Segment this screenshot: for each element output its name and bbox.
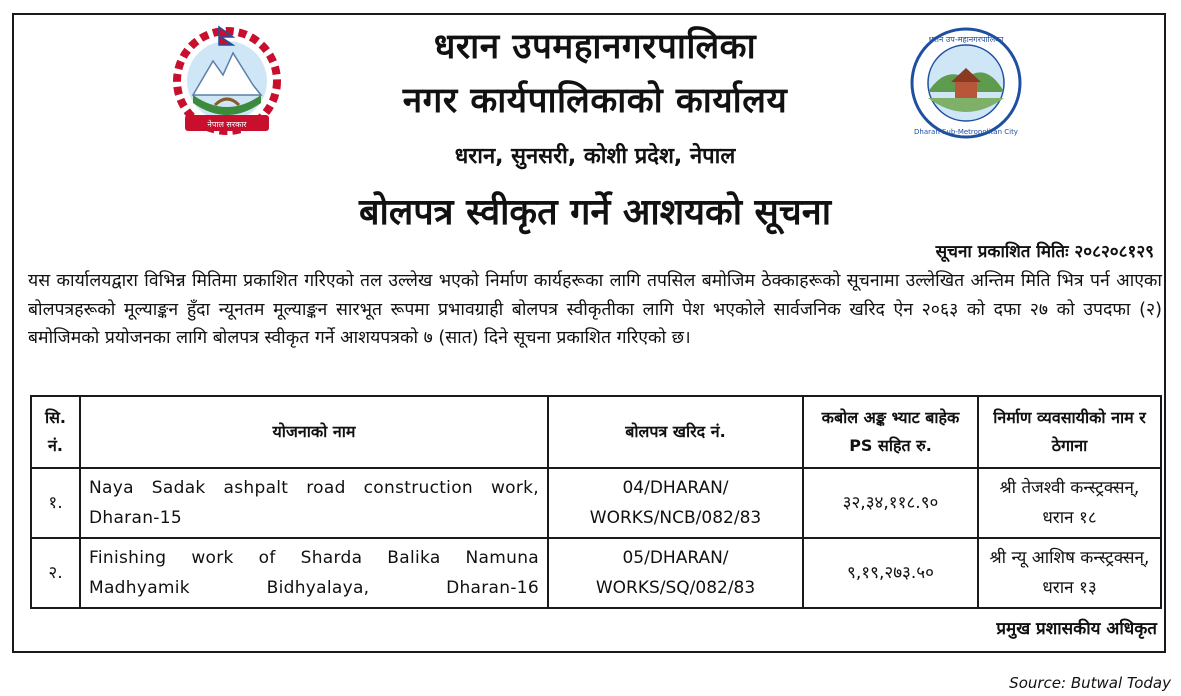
row-project-name: Naya Sadak ashpalt road construction work, Dharan-15 (80, 468, 548, 538)
row-amount: ९,१९,२७३.५० (803, 538, 978, 608)
office-title: नगर कार्यपालिकाको कार्यालय (402, 81, 788, 121)
publication-date: सूचना प्रकाशित मितिः २०८२०८१२९ (935, 242, 1154, 262)
row-sn: १. (31, 468, 80, 538)
header-amount: कबोल अङ्क भ्याट बाहेक PS सहित रु. (803, 396, 978, 468)
office-address: धरान, सुनसरी, कोशी प्रदेश, नेपाल (454, 144, 736, 169)
municipality-title: धरान उपमहानगरपालिका (433, 27, 757, 67)
row-bid-no: 05/DHARAN/ WORKS/SQ/082/83 (548, 538, 803, 608)
header-project-name: योजनाको नाम (80, 396, 548, 468)
row-bid-no: 04/DHARAN/ WORKS/NCB/082/83 (548, 468, 803, 538)
notice-body: यस कार्यालयद्वारा विभिन्न मितिमा प्रकाशित गरिएको तल उल्लेख भएको निर्माण कार्यहरूका लागि तपसिल बमोजिम ठेक्काहरूको सूचनामा उल्लेखित अन्तिम मिति भित्र पर्न आएका बोलपत्रहरूको मूल्याङ्कन हुँदा न्यूनतम मूल्याङ्कन सारभूत रूपमा प्रभावग्राही बोलपत्र स्वीकृतीका लागि पेश भएकोले सार्वजनिक खरिद ऐन २०६३ को दफा २७ को उपदफा (२) बमोजिमको प्रयोजनका लागि बोलपत्र स्वीकृत गर्ने आशयपत्रको ७ (सात) दिने सूचना प्रकाशित गरिएको छ। (28, 271, 1162, 348)
svg-text:Dharan Sub-Metropolitan City: Dharan Sub-Metropolitan City (914, 128, 1018, 136)
table-row (31, 468, 1161, 538)
row-contractor: श्री न्यू आशिष कन्स्ट्रक्सन्, धरान १३ (978, 538, 1161, 608)
row-sn: २. (31, 538, 80, 608)
header-sn: सि. नं. (31, 396, 80, 468)
table-header-row (31, 396, 1161, 468)
row-contractor: श्री तेजश्वी कन्स्ट्रक्सन्, धरान १८ (978, 468, 1161, 538)
header-bid-no: बोलपत्र खरिद नं. (548, 396, 803, 468)
nepal-emblem-icon (163, 23, 291, 137)
svg-text:धरान उप-महानगरपालिका: धरान उप-महानगरपालिका (928, 35, 1004, 44)
row-amount: ३२,३४,११८.९० (803, 468, 978, 538)
notice-title: बोलपत्र स्वीकृत गर्ने आशयको सूचना (358, 192, 832, 233)
dharan-city-logo-icon (905, 26, 1027, 140)
header-contractor: निर्माण व्यवसायीको नाम र ठेगाना (978, 396, 1161, 468)
row-project-name: Finishing work of Sharda Balika Namuna Madhyamik Bidhyalaya, Dharan-16 (80, 538, 548, 608)
table-row (31, 538, 1161, 608)
source-credit: Source: Butwal Today (1009, 674, 1171, 692)
svg-text:नेपाल सरकार: नेपाल सरकार (207, 120, 247, 129)
signoff-title: प्रमुख प्रशासकीय अधिकृत (996, 619, 1157, 639)
tender-table (30, 395, 1162, 609)
